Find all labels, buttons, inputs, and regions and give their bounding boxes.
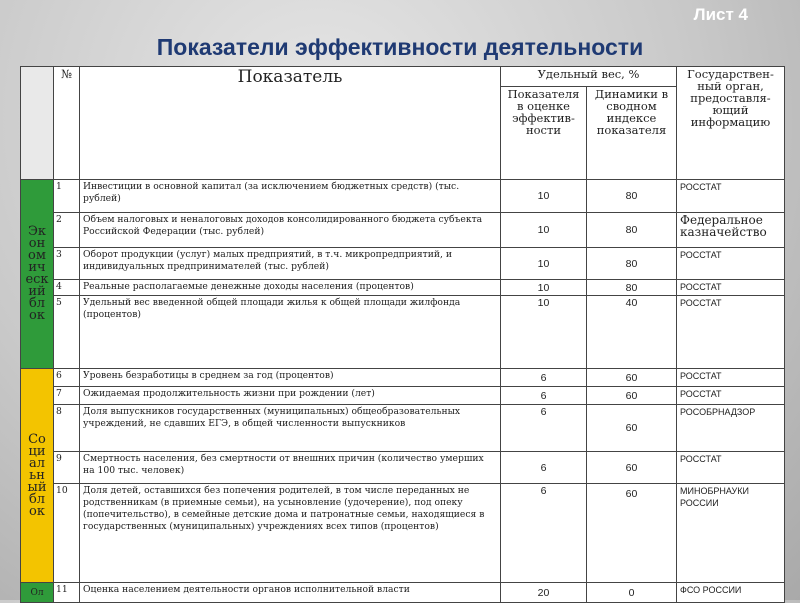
- row-efficiency-weight: 10: [501, 248, 587, 280]
- row-organ: РОССТАТ: [677, 369, 785, 387]
- table-row: [21, 484, 785, 583]
- row-organ: Федеральное казначейство: [677, 213, 785, 248]
- row-efficiency-weight: 10: [501, 296, 587, 369]
- row-indicator: Доля выпускников государственных (муниципальных) общеобразовательных учреждений, не сдавших ЕГЭ, в общей численности выпускников: [80, 405, 501, 452]
- row-dynamics-weight: 60: [587, 369, 677, 387]
- row-number: 7: [54, 387, 80, 405]
- sheet-label: Лист 4: [693, 5, 748, 24]
- row-efficiency-weight: 20: [501, 583, 587, 603]
- row-dynamics-weight: 80: [587, 180, 677, 213]
- table-row: [21, 369, 785, 387]
- row-organ: МИНОБРНАУКИ РОССИИ: [677, 484, 785, 583]
- row-dynamics-weight: 80: [587, 248, 677, 280]
- table-row: [21, 405, 785, 452]
- economic-block-label: Эк он ом ич еск ий бл ок: [21, 180, 54, 369]
- row-organ: РОССТАТ: [677, 180, 785, 213]
- row-efficiency-weight: 10: [501, 213, 587, 248]
- row-number: 8: [54, 405, 80, 452]
- block-header-cell: [21, 67, 54, 180]
- row-indicator: Инвестиции в основной капитал (за исключением бюджетных средств) (тыс. рублей): [80, 180, 501, 213]
- row-organ: РОССТАТ: [677, 296, 785, 369]
- row-efficiency-weight: 6: [501, 405, 587, 452]
- table-row: [21, 248, 785, 280]
- row-dynamics-weight: 60: [587, 452, 677, 484]
- row-efficiency-weight: 10: [501, 180, 587, 213]
- page-title: Показатели эффективности деятельности: [156, 34, 644, 60]
- row-organ: РОССТАТ: [677, 452, 785, 484]
- row-dynamics-weight: 40: [587, 296, 677, 369]
- indicators-table: [20, 66, 785, 603]
- table-row: [21, 296, 785, 369]
- row-indicator: Доля детей, оставшихся без попечения родителей, в том числе переданных не родственникам (в приемные семьи), на усыновление (удочерение), под опеку (попечительство), в семейные детские дома и патронатные семьи, находящиеся в государственных (муниципальных) учреждениях всех типов (процентов): [80, 484, 501, 583]
- row-organ: РОССТАТ: [677, 248, 785, 280]
- row-indicator: Реальные располагаемые денежные доходы населения (процентов): [80, 280, 501, 296]
- row-number: 11: [54, 583, 80, 603]
- row-organ: РОССТАТ: [677, 280, 785, 296]
- weight-header: Удельный вес, %: [501, 67, 677, 87]
- row-indicator: Оценка населением деятельности органов исполнительной власти: [80, 583, 501, 603]
- table-row: [21, 180, 785, 213]
- row-number: 10: [54, 484, 80, 583]
- row-dynamics-weight: 80: [587, 280, 677, 296]
- row-organ: РОССТАТ: [677, 387, 785, 405]
- row-organ: ФСО РОССИИ: [677, 583, 785, 603]
- row-indicator: Смертность населения, без смертности от внешних причин (количество умерших на 100 тыс. человек): [80, 452, 501, 484]
- organ-header: Государствен-ный орган, предоставля-ющий информацию: [677, 67, 785, 180]
- row-number: 3: [54, 248, 80, 280]
- row-number: 5: [54, 296, 80, 369]
- row-efficiency-weight: 6: [501, 387, 587, 405]
- row-efficiency-weight: 6: [501, 484, 587, 583]
- row-indicator: Оборот продукции (услуг) малых предприятий, в т.ч. микропредприятий, и индивидуальных предпринимателей (тыс. рублей): [80, 248, 501, 280]
- row-indicator: Ожидаемая продолжительность жизни при рождении (лет): [80, 387, 501, 405]
- weight-efficiency-header: Показателя в оценке эффектив-ности: [501, 87, 587, 180]
- row-efficiency-weight: 10: [501, 280, 587, 296]
- indicator-header: Показатель: [80, 67, 501, 180]
- row-efficiency-weight: 6: [501, 452, 587, 484]
- table-row: [21, 213, 785, 248]
- row-dynamics-weight: 60: [587, 484, 677, 583]
- social-block-label: Со ци ал ьн ый бл ок: [21, 369, 54, 583]
- row-number: 4: [54, 280, 80, 296]
- table-row: [21, 280, 785, 296]
- row-number: 1: [54, 180, 80, 213]
- table-row: [21, 452, 785, 484]
- row-dynamics-weight: 60: [587, 405, 677, 452]
- number-header: №: [54, 67, 80, 180]
- row-indicator: Объем налоговых и неналоговых доходов консолидированного бюджета субъекта Российской Федерации (тыс. рублей): [80, 213, 501, 248]
- row-number: 9: [54, 452, 80, 484]
- row-dynamics-weight: 0: [587, 583, 677, 603]
- third-block-label: Ол: [21, 583, 54, 603]
- weight-dynamics-header: Динамики в сводном индексе показателя: [587, 87, 677, 180]
- row-organ: РОСОБРНАДЗОР: [677, 405, 785, 452]
- row-number: 6: [54, 369, 80, 387]
- row-number: 2: [54, 213, 80, 248]
- row-dynamics-weight: 80: [587, 213, 677, 248]
- row-indicator: Удельный вес введенной общей площади жилья к общей площади жилфонда (процентов): [80, 296, 501, 369]
- row-efficiency-weight: 6: [501, 369, 587, 387]
- row-indicator: Уровень безработицы в среднем за год (процентов): [80, 369, 501, 387]
- table-row: [21, 387, 785, 405]
- row-dynamics-weight: 60: [587, 387, 677, 405]
